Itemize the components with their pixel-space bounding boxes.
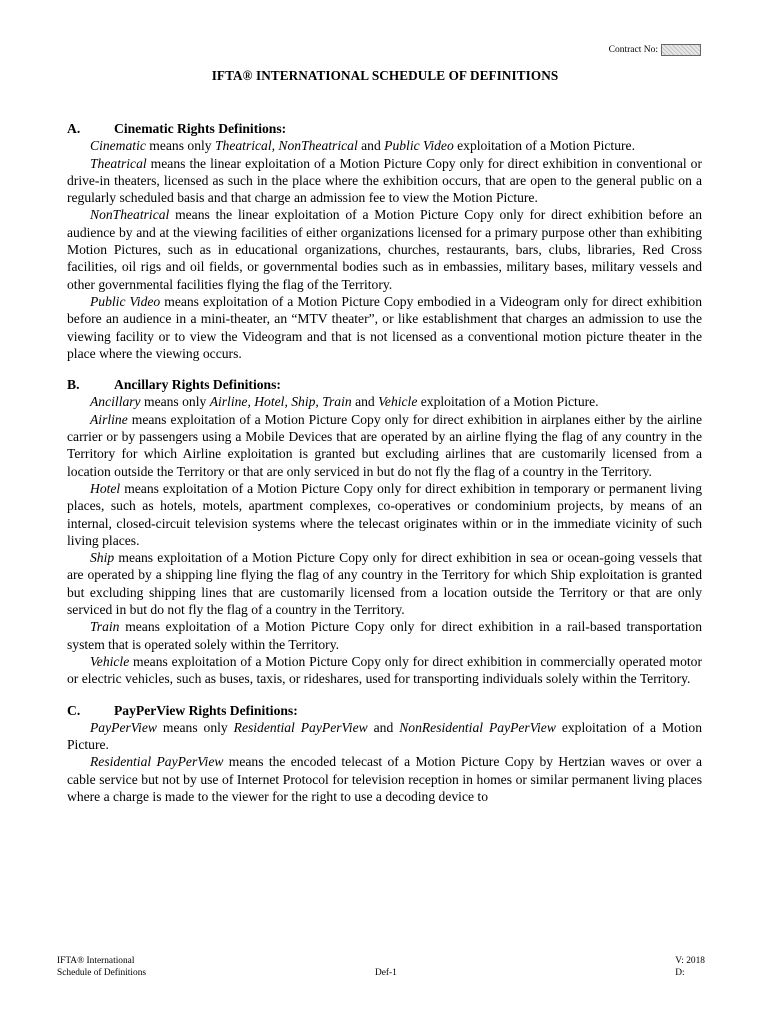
definition-paragraph (67, 137, 702, 154)
contract-number-field[interactable] (661, 44, 701, 56)
definition-text: means exploitation of a Motion Picture Copy embodied in a Videogram only for direct exhibition before an audience in a mini-theater, an “MTV theater”, or like establishment that charges an admission to use the viewing facility or to view the Videogram and that is not licensed as a conventional motion picture theater in the place where the viewing occurs. (67, 293, 702, 361)
section-heading (67, 120, 702, 137)
definition-paragraph (67, 206, 702, 292)
contract-label: Contract No: (608, 45, 658, 55)
defined-term: Public Video (384, 138, 454, 154)
definition-paragraph (67, 549, 702, 618)
document-title: IFTA® INTERNATIONAL SCHEDULE OF DEFINITIONS (211, 68, 559, 83)
definition-paragraph (67, 618, 702, 653)
definition-text: means only (145, 138, 215, 154)
footer-org: IFTA® International (57, 956, 135, 966)
definition-text: means only (140, 394, 210, 410)
defined-term: Ship (90, 550, 115, 566)
defined-term: Hotel (90, 480, 121, 496)
page-number: Def-1 (375, 967, 397, 978)
section-heading (67, 376, 702, 393)
section-title: Ancillary Rights Definitions: (114, 377, 281, 393)
definition-text: exploitation of a Motion Picture. (67, 719, 702, 753)
section-letter: B. (67, 377, 80, 393)
defined-term: Vehicle (90, 653, 130, 669)
definition-paragraph (67, 293, 702, 362)
defined-term: Residential PayPerView (90, 754, 224, 770)
definition-text: means exploitation of a Motion Picture Copy only for direct exhibition in sea or ocean-going vessels that are operated by a shipping line flying the flag of any country in the Territory for which Ship exploitation is granted but excluding shipping lines that are customarily licensed from a location outside the Territory or that are only serviced in but do not fly the flag of a country in the Territory. (67, 550, 702, 618)
definition-paragraph (67, 155, 702, 207)
defined-term: NonTheatrical (90, 207, 170, 223)
footer-date: D: (675, 967, 685, 978)
definition-text: means only (156, 719, 234, 735)
definition-text: and (351, 394, 379, 410)
defined-term: Public Video (90, 293, 161, 309)
definition-paragraph (67, 753, 702, 805)
section-heading (67, 702, 702, 719)
defined-term: Theatrical (90, 155, 147, 171)
defined-term: Vehicle (378, 394, 418, 410)
defined-term: Cinematic (90, 138, 146, 154)
section-spacer (67, 362, 702, 376)
definition-paragraph (67, 719, 702, 754)
definition-paragraph (67, 653, 702, 688)
section-title: PayPerView Rights Definitions: (114, 702, 298, 718)
defined-term: Airline (90, 411, 128, 427)
definition-paragraph (67, 393, 702, 410)
definition-text: means the linear exploitation of a Motion Picture Copy only for direct exhibition before an audience by and at the viewing facilities of either organizations licensed for a primary purpose other than exhibiting Motion Pictures, such as in educational organizations, churches, restaurants, bars, clubs, libraries, Red Cross facilities, oil rigs and oil fields, or governmental bodies such as in embassies, military bases, military vessels and other governmental facilities flying the flag of the Territory. (67, 207, 702, 292)
definition-text: means the encoded telecast of a Motion Picture Copy by Hertzian waves or over a cable service but not by use of Internet Protocol for television reception in homes or similar permanent living places where a charge is made to the viewer for the right to use a decoding device to (67, 754, 703, 804)
definition-text: means exploitation of a Motion Picture Copy only for direct exhibition in temporary or permanent living places, such as hotels, motels, apartment complexes, co-operatives or condominium projects, by means of an internal, closed-circuit television systems where the telecast originates within or in the immediate vicinity of such living places. (67, 480, 702, 548)
footer-right (675, 956, 705, 979)
defined-term: Ancillary (90, 394, 141, 410)
definition-text: exploitation of a Motion Picture. (417, 394, 599, 410)
defined-term: PayPerView (90, 719, 157, 735)
contract-number (609, 44, 701, 56)
footer-version: V: 2018 (675, 956, 705, 966)
defined-term: Theatrical, NonTheatrical (214, 138, 358, 154)
section-letter: A. (67, 121, 81, 136)
document-body (67, 120, 702, 805)
defined-term: Airline, Hotel, Ship, Train (209, 394, 352, 410)
definition-text: means the linear exploitation of a Motion Picture Copy only for direct exhibition in conventional or drive-in theaters, licensed as such in the place where the exhibition occurs, that are open to the general public on a regularly scheduled basis and that charge an admission fee to view the Motion Picture. (67, 155, 702, 206)
defined-term: NonResidential PayPerView (399, 719, 556, 735)
definition-text: and (367, 719, 400, 735)
definition-text: means exploitation of a Motion Picture Copy only for direct exhibition in airplanes either by the airline carrier or by passengers using a Mobile Devices that are operated by an airline flying the flag of any country in the Territory for which Airline exploitation is granted but excluding airlines that are customarily licensed from a location outside the Territory or that are only serviced in but do not fly the flag of a country in the Territory. (67, 411, 702, 479)
section-letter: C. (67, 702, 81, 718)
footer-left (57, 956, 146, 979)
defined-term: Train (90, 619, 120, 635)
footer-doc-name: Schedule of Definitions (57, 967, 147, 978)
definition-paragraph (67, 480, 702, 549)
defined-term: Residential PayPerView (233, 719, 368, 735)
section-title: Cinematic Rights Definitions: (114, 121, 287, 136)
section-spacer (67, 688, 702, 702)
definition-text: exploitation of a Motion Picture. (453, 138, 635, 154)
definition-text: and (357, 138, 385, 154)
definition-text: means exploitation of a Motion Picture Copy only for direct exhibition in commercially operated motor or electric vehicles, such as buses, taxis, or rideshares, used for transporting individuals solely within the Territory. (67, 653, 702, 687)
definition-paragraph (67, 411, 702, 480)
definition-text: means exploitation of a Motion Picture Copy only for direct exhibition in a rail-based transportation system that is operated solely within the Territory. (67, 619, 702, 652)
